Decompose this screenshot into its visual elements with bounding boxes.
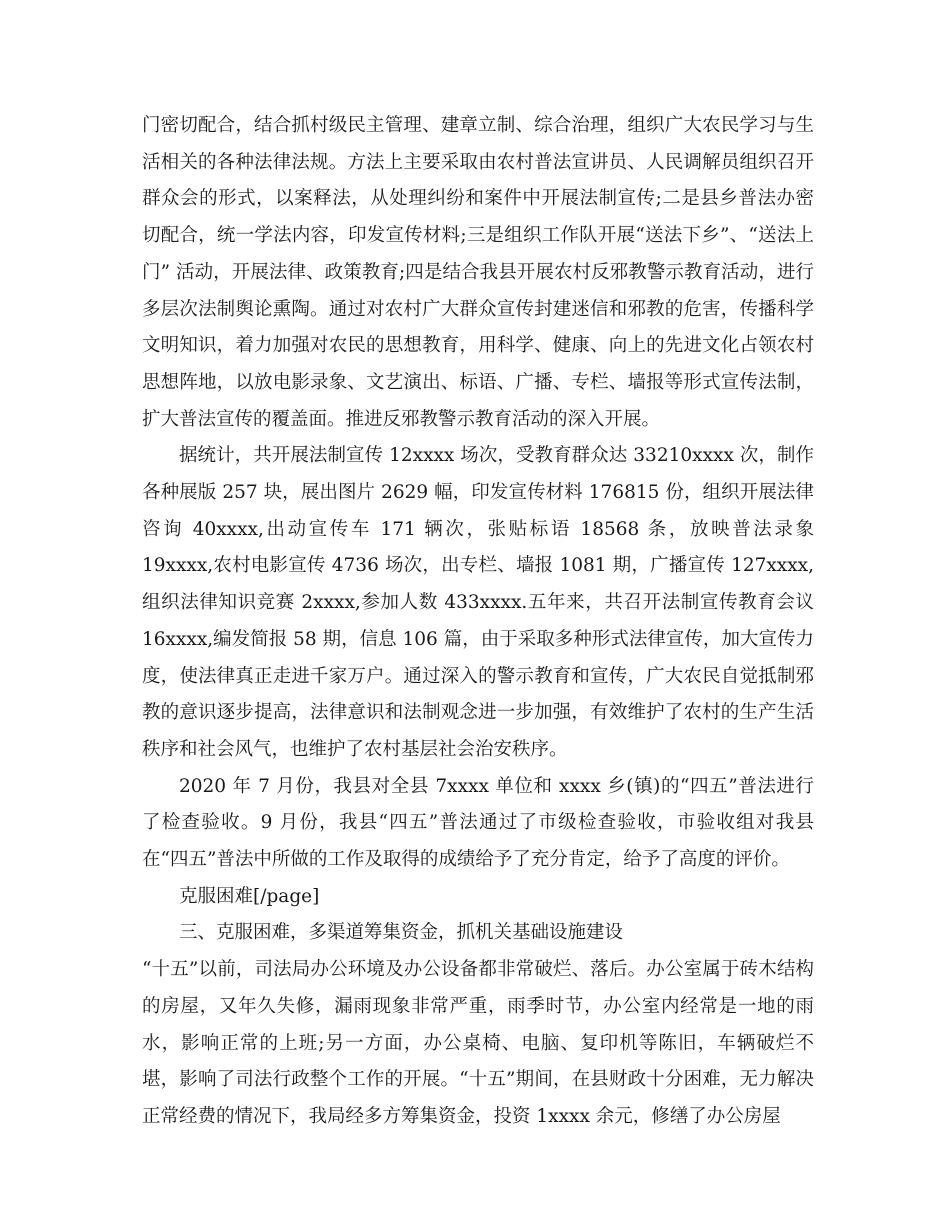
section-heading-three: 三、克服困难，多渠道筹集资金，抓机关基础设施建设 — [179, 922, 624, 944]
paragraph-legal-publicity-methods: 门密切配合，结合抓村级民主管理、建章立制、综合治理，组织广大农民学习与生活相关的各种法律法规。方法上主要采取由农村普法宣讲员、人民调解员组织召开群众会的形式，以案释法，从处理纠纷和案件中开展法制宣传;二是县乡普法办密切配合，统一学法内容，印发宣传材料;三是组织工作队开展“送法下乡”、“送法上门” 活动，开展法律、政策教育;四是结合我县开展农村反邪教警示教育活动，进行多层次法制舆论熏陶。通过对农村广大群众宣传封建迷信和邪教的危害，传播科学文明知识，着力加强对农民的思想教育，用科学、健康、向上的先进文化占领农村思想阵地，以放电影录象、文艺演出、标语、广播、专栏、墙报等形式宣传法制，扩大普法宣传的覆盖面。推进反邪教警示教育活动的深入开展。 — [142, 115, 814, 430]
paragraph-statistics: 据统计，共开展法制宣传 12xxxx 场次，受教育群众达 33210xxxx 次，制作各种展版 257 块，展出图片 2629 幅，印发宣传材料 176815 份，组织开展法律咨询 40xxxx,出动宣传车 171 辆次，张贴标语 18568 条，放映普法录象 19xxxx,农村电影宣传 4736 场次，出专栏、墙报 1081 期，广播宣传 127xxxx,组织法律知识竞赛 2xxxx,参加人数 433xxxx.五年来，共召开法制宣传教育会议 16xxxx,编发简报 58 期，信息 106 篇，由于采取多种形式法律宣传，加大宣传力度，使法律真正走进千家万户。通过深入的警示教育和宣传，广大农民自觉抵制邪教的意识逐步提高，法律意识和法制观念进一步加强，有效维护了农村的生产生活秩序和社会风气，也维护了农村基层社会治安秩序。 — [142, 445, 814, 760]
paragraph-overcome-difficulty-label: 克服困难[/page] — [179, 885, 320, 907]
paragraph-inspection: 2020 年 7 月份，我县对全县 7xxxx 单位和 xxxx 乡(镇)的“四五”普法进行了检查验收。9 月份，我县“四五”普法通过了市级检查验收，市验收组对我县在“四五”普法中所做的工作及取得的成绩给予了充分肯定，给予了高度的评价。 — [142, 775, 814, 871]
document-page — [142, 108, 814, 1136]
paragraph-office-conditions: “十五”以前，司法局办公环境及办公设备都非常破烂、落后。办公室属于砖木结构的房屋，又年久失修，漏雨现象非常严重，雨季时节，办公室内经常是一地的雨水，影响正常的上班;另一方面，办公桌椅、电脑、复印机等陈旧，车辆破烂不堪，影响了司法行政整个工作的开展。“十五”期间，在县财政十分困难，无力解决正常经费的情况下，我局经多方筹集资金，投资 1xxxx 余元，修缮了办公房屋 — [142, 959, 814, 1127]
